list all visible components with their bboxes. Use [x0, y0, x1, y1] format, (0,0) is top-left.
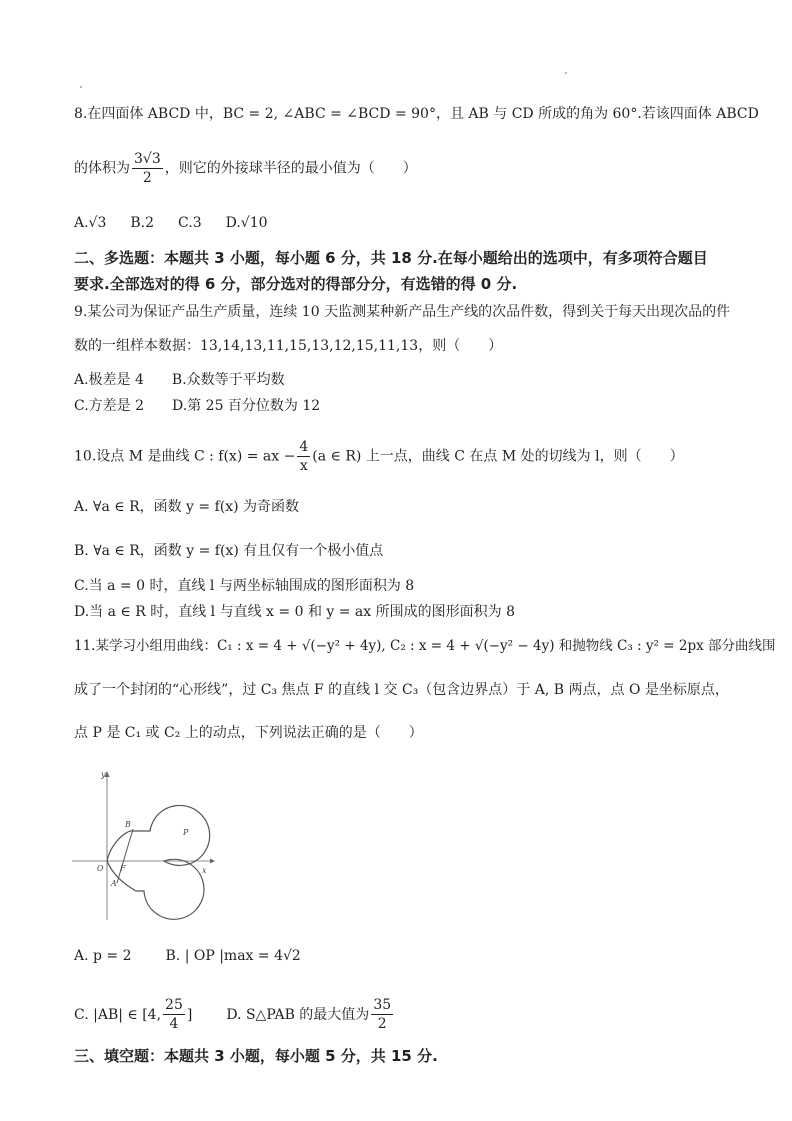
- q10-fraction: [297, 438, 310, 475]
- q10-line1-post: (a ∈ R) 上一点，曲线 C 在点 M 处的切线为 l，则（ ）: [312, 448, 684, 465]
- q11-option-d-num: 35: [373, 997, 392, 1013]
- q8-option-d[interactable]: D.√10: [225, 215, 268, 231]
- q9-line1: 9.某公司为保证产品生产质量，连续 10 天监测某种新产品生产线的次品件数，得到关于每天出现次品的件: [74, 304, 731, 320]
- q11-option-d-fraction: [371, 996, 393, 1033]
- q9-options-row1: [74, 370, 752, 390]
- label-F: F: [120, 864, 126, 873]
- q11-heart-figure: [70, 765, 220, 925]
- q8-frac-den: 2: [142, 170, 152, 186]
- q8-frac-num: 3√3: [134, 151, 161, 167]
- q11-option-c-pre: C. |AB| ∈: [74, 1006, 138, 1023]
- q9-options-row2: [74, 396, 752, 416]
- q10-option-d[interactable]: D.当 a ∈ R 时，直线 l 与直线 x = 0 和 y = ax 所围成的图形面积为 8: [74, 604, 515, 620]
- section3-heading: 三、填空题：本题共 3 小题，每小题 5 分，共 15 分.: [74, 1047, 438, 1065]
- label-B: B: [125, 820, 131, 829]
- q11-option-c-fraction: [163, 996, 185, 1033]
- q10-option-c[interactable]: C.当 a = 0 时，直线 l 与两坐标轴围成的图形面积为 8: [74, 578, 415, 594]
- q10-option-a[interactable]: A. ∀a ∈ R，函数 y = f(x) 为奇函数: [74, 499, 300, 515]
- q11-option-c-right: ]: [186, 1006, 193, 1023]
- q8-line2: [74, 150, 752, 187]
- q10-frac-num: 4: [299, 439, 309, 455]
- q10-line1-pre: 10.设点 M 是曲线 C : f(x) = ax −: [74, 448, 296, 465]
- q8-line1: 8.在四面体 ABCD 中，BC = 2, ∠ABC = ∠BCD = 90°，且 AB 与 CD 所成的角为 60°.若该四面体 ABCD: [74, 106, 759, 122]
- q11-line2: 成了一个封闭的“心形线”，过 C₃ 焦点 F 的直线 l 交 C₃（包含边界点）于 A, B 两点，点 O 是坐标原点，: [74, 682, 729, 698]
- q11-option-c[interactable]: [74, 997, 193, 1032]
- x-axis-arrow: [210, 859, 215, 864]
- q11-options-row1: [74, 946, 752, 966]
- q8-option-a[interactable]: A.√3: [74, 215, 107, 231]
- q10-frac-den: x: [299, 458, 308, 474]
- label-O: O: [97, 864, 104, 873]
- heart-curve: [107, 805, 210, 919]
- q9-option-a[interactable]: A.极差是 4: [74, 372, 144, 388]
- q11-option-d[interactable]: [226, 997, 395, 1032]
- label-P: P: [183, 828, 189, 837]
- q9-option-b[interactable]: B.众数等于平均数: [171, 372, 285, 388]
- label-x: x: [202, 866, 207, 875]
- q11-line3: 点 P 是 C₁ 或 C₂ 上的动点，下列说法正确的是（ ）: [74, 725, 423, 741]
- q10-line1: [74, 438, 752, 475]
- q8-option-c[interactable]: C.3: [178, 215, 202, 231]
- q11-option-b[interactable]: B. | OP |max = 4√2: [165, 948, 301, 964]
- q8-option-b[interactable]: B.2: [130, 215, 155, 231]
- q11-options-row2: [74, 996, 752, 1033]
- q9-option-c[interactable]: C.方差是 2: [74, 398, 145, 414]
- q9-line2: 数的一组样本数据：13,14,13,11,15,13,12,15,11,13，则（ ）: [74, 338, 503, 354]
- scan-dot-right: [565, 72, 567, 74]
- q8-volume-fraction: [132, 150, 163, 187]
- q11-option-d-den: 2: [377, 1016, 387, 1032]
- scan-dot-left: [80, 86, 82, 88]
- label-y: y: [101, 770, 106, 779]
- q11-option-c-num: 25: [165, 997, 183, 1013]
- line-l-through-focus: [117, 829, 133, 883]
- q8-line2-post: ，则它的外接球半径的最小值为（ ）: [164, 160, 417, 177]
- q11-option-a[interactable]: A. p = 2: [74, 948, 132, 964]
- q9-option-d[interactable]: D.第 25 百分位数为 12: [172, 398, 321, 414]
- q11-option-c-left: [4,: [142, 1006, 162, 1023]
- q10-option-b[interactable]: B. ∀a ∈ R，函数 y = f(x) 有且仅有一个极小值点: [74, 543, 384, 559]
- label-A: A: [111, 879, 117, 888]
- q11-option-c-den: 4: [169, 1016, 179, 1032]
- q8-options: [74, 213, 752, 233]
- q11-option-d-pre: D. S△PAB 的最大值为: [226, 1006, 370, 1023]
- q11-line1: 11.某学习小组用曲线：C₁ : x = 4 + √(−y² + 4y), C₂ : x = 4 + √(−y² − 4y) 和抛物线 C₃ : y² = 2px 部分曲线围: [74, 638, 776, 654]
- section2-heading-line1: 二、多选题：本题共 3 小题，每小题 6 分，共 18 分.在每小题给出的选项中，有多项符合题目: [74, 249, 708, 267]
- q8-line2-pre: 的体积为: [74, 160, 130, 177]
- section2-heading-line2: 要求.全部选对的得 6 分，部分选对的得部分分，有选错的得 0 分.: [74, 275, 518, 293]
